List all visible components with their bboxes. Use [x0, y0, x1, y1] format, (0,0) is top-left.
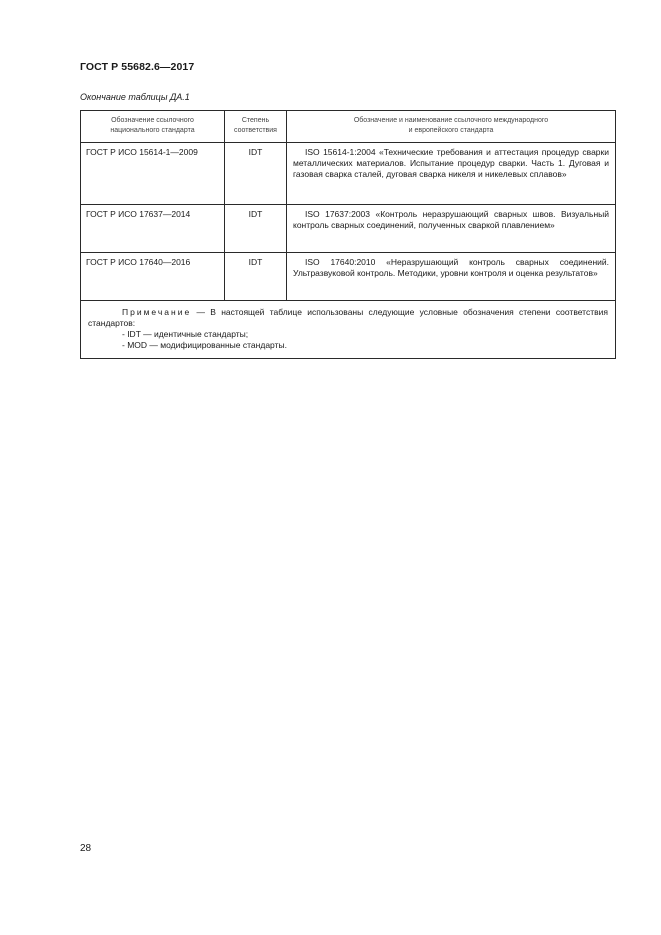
table-row [81, 253, 616, 301]
header-national-line-2: национального стандарта [110, 127, 195, 134]
header-national-line-1: Обозначение ссылочного [111, 117, 194, 124]
page-number: 28 [80, 843, 92, 854]
table-row [81, 143, 616, 205]
note-item-mod: - MOD — модифицированные стандарты. [122, 340, 287, 350]
cell-degree: IDT [225, 143, 287, 205]
cell-national: ГОСТ Р ИСО 17637—2014 [81, 205, 225, 253]
reference-standards-table [80, 110, 616, 359]
note-text [88, 307, 608, 329]
cell-international: ISO 17637:2003 «Контроль неразрушающий сварных швов. Визуальный контроль сварных соединений, полученных сваркой плавлением» [287, 205, 616, 253]
table-note [81, 301, 616, 359]
document-code: ГОСТ Р 55682.6—2017 [80, 61, 195, 73]
cell-international: ISO 17640:2010 «Неразрушающий контроль сварных соединений. Ультразвуковой контроль. Методики, уровни контроля и оценка результатов» [287, 253, 616, 301]
table-header-row [81, 111, 616, 143]
note-item-idt: - IDT — идентичные стандарты; [122, 329, 249, 339]
header-international-line-1: Обозначение и наименование ссылочного международного [353, 117, 549, 124]
table-note-row [81, 301, 616, 359]
note-body: — В настоящей таблице использованы следующие условные обозначения степени соответствия стандартов: [88, 307, 608, 328]
header-degree-line-2: соответствия [234, 127, 277, 134]
header-international-standard [287, 111, 616, 143]
cell-degree: IDT [225, 205, 287, 253]
cell-degree: IDT [225, 253, 287, 301]
header-degree [225, 111, 287, 143]
cell-international: ISO 15614-1:2004 «Технические требования и аттестация процедур сварки металлических материалов. Испытание процедур сварки. Часть 1. Дуговая и газовая сварка сталей, дуговая сварка никеля и никелевых сплавов» [287, 143, 616, 205]
header-degree-line-1: Степень [241, 117, 270, 124]
table-caption: Окончание таблицы ДА.1 [80, 92, 190, 102]
header-international-line-2: и европейского стандарта [408, 127, 494, 134]
cell-national: ГОСТ Р ИСО 17640—2016 [81, 253, 225, 301]
note-title: Примечание [122, 307, 192, 317]
cell-national: ГОСТ Р ИСО 15614-1—2009 [81, 143, 225, 205]
header-national-standard [81, 111, 225, 143]
table-row [81, 205, 616, 253]
